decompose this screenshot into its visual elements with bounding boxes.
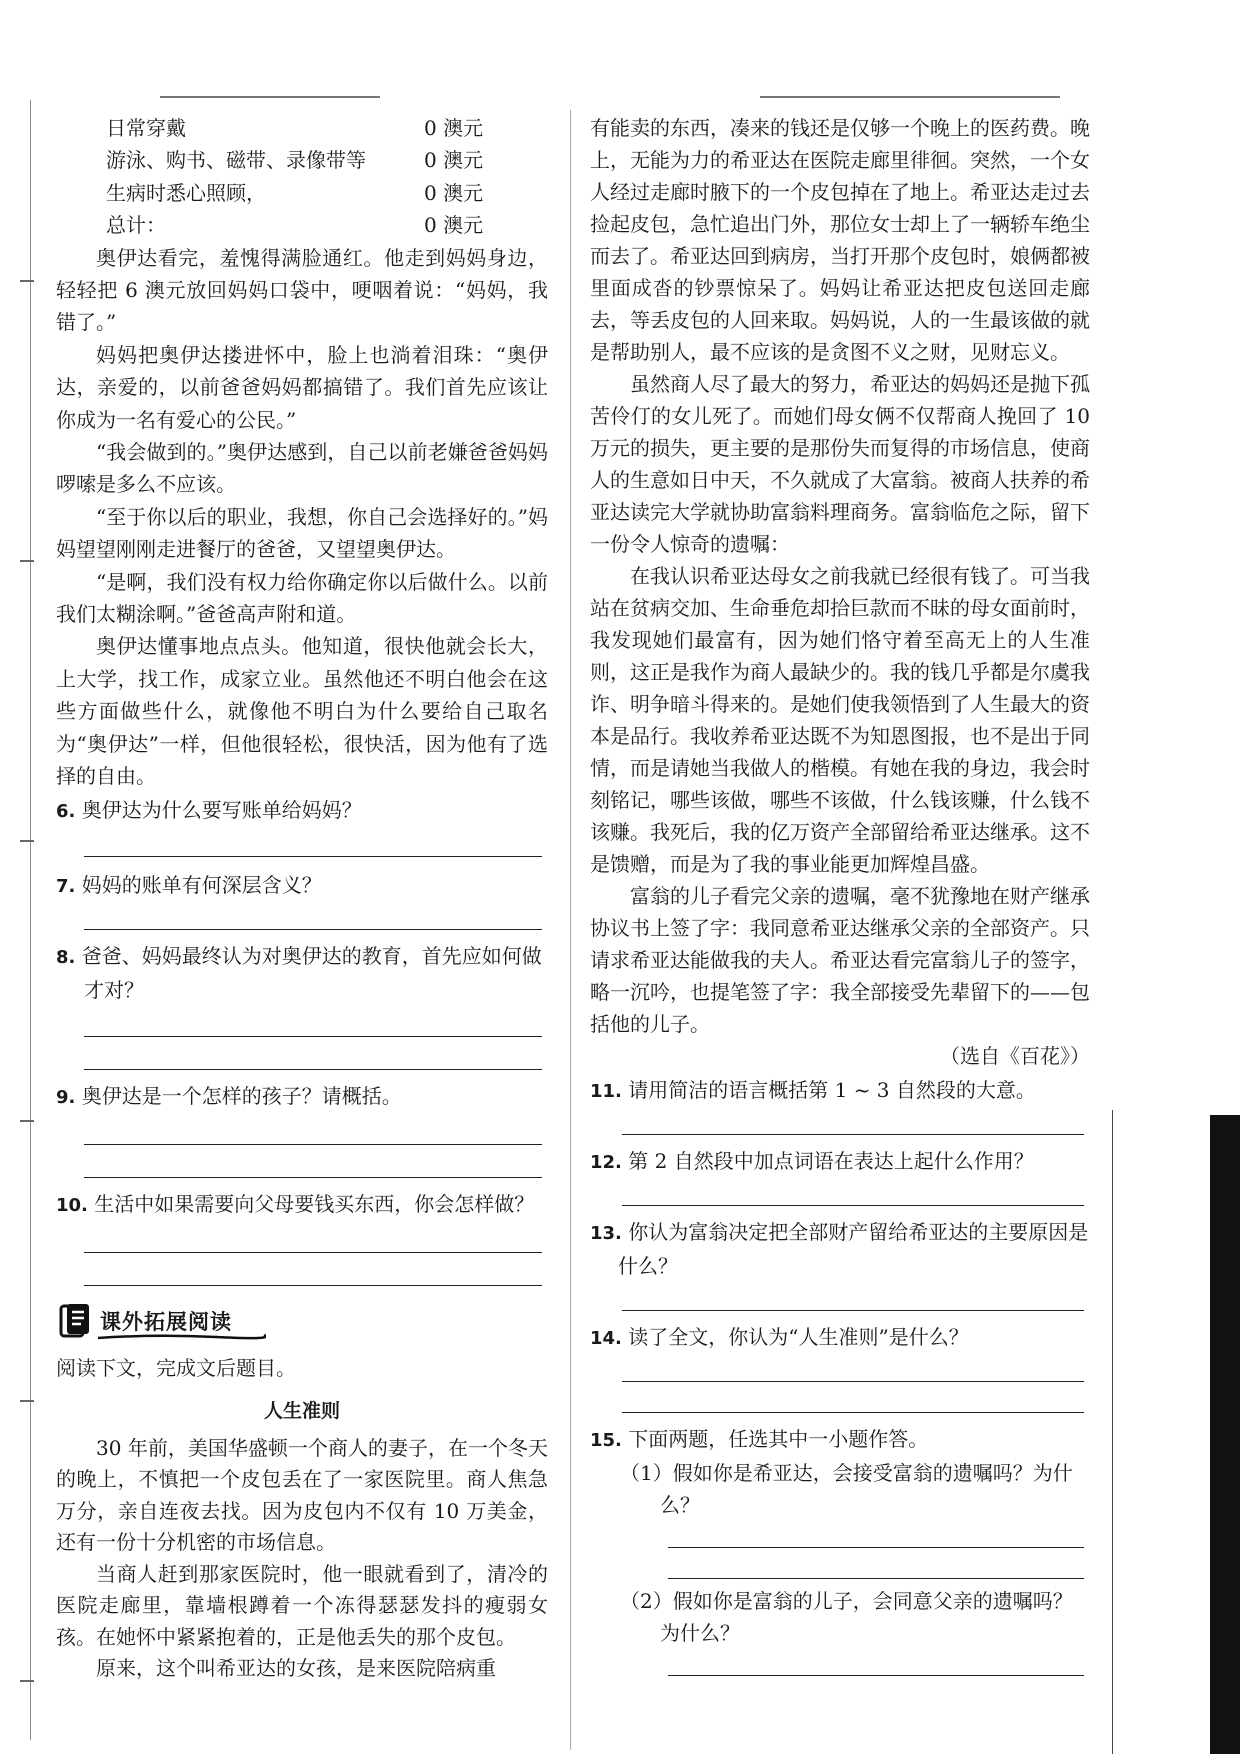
sub-question-text: 假如你是富翁的儿子，会同意父亲的遗嘱吗？为什么？ — [660, 1589, 1073, 1645]
bill-amount: 0 澳元 — [424, 116, 484, 140]
bill-label: 日常穿戴 — [106, 116, 186, 140]
article-paragraph: 富翁的儿子看完父亲的遗嘱，毫不犹豫地在财产继承协议书上签了字：我同意希亚达继承父亲的全部资产。只请求希亚达能做我的夫人。希亚达看完富翁儿子的签字，略一沉吟，也提笔签了字：我全部接受先辈留下的——包括他的儿子。 — [590, 884, 1090, 1036]
question-text: 奥伊达为什么要写账单给妈妈？ — [81, 798, 362, 823]
answer-line[interactable] — [668, 1578, 1084, 1579]
question-number: 11. — [590, 1081, 622, 1102]
answer-line[interactable] — [622, 1381, 1084, 1382]
answer-line[interactable] — [84, 1285, 542, 1286]
answer-line[interactable] — [622, 1205, 1084, 1206]
reading-instruction: 阅读下文，完成文后题目。 — [56, 1356, 296, 1381]
margin-tick — [20, 560, 34, 562]
bill-row — [56, 209, 548, 241]
answer-line[interactable] — [84, 1036, 542, 1037]
margin-tick — [20, 280, 34, 282]
sub-question — [590, 1457, 1090, 1521]
answer-line[interactable] — [622, 1412, 1084, 1413]
story-paragraph: “是啊，我们没有权力给你确定你以后做什么。以前我们太糊涂啊。”爸爸高声附和道。 — [56, 569, 548, 627]
answer-line[interactable] — [668, 1547, 1084, 1548]
story-paragraph: 奥伊达懂事地点点头。他知道，很快他就会长大，上大学，找工作，成家立业。虽然他还不明白他会在这些方面做些什么，就像他不明白为什么要给自己取名为“奥伊达”一样，但他很轻松，很快活，因为他有了选择的自由。 — [56, 634, 548, 789]
story-paragraph: “至于你以后的职业，我想，你自己会选择好的。”妈妈望望刚刚走进餐厅的爸爸，又望望奥伊达。 — [56, 504, 548, 562]
question-text: 你认为富翁决定把全部财产留给希亚达的主要原因是什么？ — [618, 1220, 1089, 1278]
answer-line[interactable] — [84, 1069, 542, 1070]
will-paragraph: 在我认识希亚达母女之前我就已经很有钱了。可当我站在贫病交加、生命垂危却拾巨款而不昧的母女面前时，我发现她们最富有，因为她们恪守着至高无上的人生准则，这正是我作为商人最缺少的。我的钱几乎都是尔虞我诈、明争暗斗得来的。是她们使我领悟到了人生最大的资本是品行。我收养希亚达既不为知恩图报，也不是出于同情，而是请她当我做人的楷模。有她在我的身边，我会时刻铭记，哪些该做，哪些不该做，什么钱该赚，什么钱不该赚。我死后，我的亿万资产全部留给希亚达继承。这不是馈赠，而是为了我的事业能更加辉煌昌盛。 — [590, 564, 1090, 876]
bill-row — [56, 177, 548, 209]
question-text: 奥伊达是一个怎样的孩子？请概括。 — [81, 1084, 402, 1109]
question-number: 9. — [56, 1087, 76, 1109]
question — [590, 1145, 1090, 1206]
question — [590, 1321, 1090, 1413]
binding-margin-line — [30, 100, 31, 1740]
sub-question — [590, 1585, 1090, 1649]
right-column — [590, 112, 1090, 1676]
bill-label: 生病时悉心照顾， — [106, 180, 266, 205]
story-paragraph: 奥伊达看完，羞愧得满脸通红。他走到妈妈身边，轻轻把 6 澳元放回妈妈口袋中，哽咽着说：“妈妈，我错了。” — [56, 245, 548, 335]
header-rule-left — [160, 96, 380, 98]
margin-tick — [20, 1120, 34, 1122]
answer-line[interactable] — [622, 1134, 1084, 1135]
answer-line[interactable] — [84, 1144, 542, 1145]
bill-row — [56, 112, 548, 144]
question — [56, 940, 548, 1070]
underline-swoosh-icon — [96, 1332, 266, 1342]
bill-row — [56, 144, 548, 176]
question — [56, 869, 548, 930]
question-text: 第 2 自然段中加点词语在表达上起什么作用？ — [628, 1149, 1034, 1173]
article-paragraph: 虽然商人尽了最大的努力，希亚达的妈妈还是抛下孤苦伶仃的女儿死了。而她们母女俩不仅帮商人挽回了 10 万元的损失，更主要的是那份失而复得的市场信息，使商人的生意如日中天，不久就成了大富翁。被商人扶养的希亚达读完大学就协助富翁料理商务。富翁临危之际，留下一份令人惊奇的遗嘱： — [590, 372, 1090, 556]
article-paragraph: 原来，这个叫希亚达的女孩，是来医院陪病重 — [96, 1656, 496, 1681]
scan-edge — [1112, 1110, 1113, 1754]
sub-question-number: （2） — [620, 1589, 673, 1613]
section-header — [56, 1300, 548, 1344]
question — [590, 1074, 1090, 1135]
bill-amount: 0 澳元 — [424, 213, 484, 238]
question — [590, 1423, 1090, 1676]
question-number: 8. — [56, 947, 76, 969]
bill-amount: 0 澳元 — [424, 148, 484, 173]
answer-line[interactable] — [84, 856, 542, 857]
book-icon — [58, 1302, 92, 1340]
article-paragraph: 30 年前，美国华盛顿一个商人的妻子，在一个冬天的晚上，不慎把一个皮包丢在了一家医院里。商人焦急万分，亲自连夜去找。因为皮包内不仅有 10 万美金，还有一份十分机密的市场信息。 — [56, 1435, 548, 1555]
question-number: 13. — [590, 1223, 622, 1244]
answer-line[interactable] — [84, 1252, 542, 1253]
margin-tick — [20, 840, 34, 842]
sub-question-text: 假如你是希亚达，会接受富翁的遗嘱吗？为什么？ — [660, 1461, 1073, 1517]
answer-line[interactable] — [668, 1675, 1084, 1676]
answer-line[interactable] — [84, 929, 542, 930]
question — [56, 1080, 548, 1178]
bill-amount: 0 澳元 — [424, 180, 484, 205]
answer-line[interactable] — [84, 1177, 542, 1178]
scan-shadow — [1210, 1115, 1240, 1754]
margin-tick — [20, 1680, 34, 1682]
header-rule-right — [760, 96, 1060, 98]
article-source: （选自《百花》） — [940, 1044, 1090, 1068]
margin-tick — [20, 1400, 34, 1402]
article-title: 人生准则 — [263, 1399, 340, 1422]
sub-question-number: （1） — [620, 1461, 673, 1485]
answer-line[interactable] — [622, 1310, 1084, 1311]
left-column — [56, 112, 548, 1685]
bill-list — [56, 112, 548, 242]
question-number: 12. — [590, 1152, 622, 1173]
bill-label: 总计： — [106, 213, 166, 238]
question-number: 15. — [590, 1430, 622, 1451]
question-number: 10. — [56, 1195, 88, 1217]
question-number: 6. — [56, 801, 76, 823]
question-text: 请用简洁的语言概括第 1 ~ 3 自然段的大意。 — [628, 1078, 1036, 1102]
question — [56, 1188, 548, 1286]
question — [590, 1216, 1090, 1311]
question-text: 读了全文，你认为“人生准则”是什么？ — [628, 1325, 969, 1349]
column-divider — [570, 110, 571, 1750]
article-paragraph: 当商人赶到那家医院时，他一眼就看到了，清冷的医院走廊里，靠墙根蹲着一个冻得瑟瑟发抖的瘦弱女孩。在她怀中紧紧抱着的，正是他丢失的那个皮包。 — [56, 1561, 548, 1649]
section-title: 课外拓展阅读 — [100, 1310, 232, 1335]
question-text: 妈妈的账单有何深层含义？ — [81, 873, 322, 898]
article-paragraph: 有能卖的东西，凑来的钱还是仅够一个晚上的医药费。晚上，无能为力的希亚达在医院走廊里徘徊。突然，一个女人经过走廊时腋下的一个皮包掉在了地上。希亚达走过去捡起皮包，急忙追出门外，那位女士却上了一辆轿车绝尘而去了。希亚达回到病房，当打开那个皮包时，娘俩都被里面成沓的钞票惊呆了。妈妈让希亚达把皮包送回走廊去，等丢皮包的人回来取。妈妈说，人的一生最该做的就是帮助别人，最不应该的是贪图不义之财，见财忘义。 — [590, 116, 1090, 364]
story-paragraph: “我会做到的。”奥伊达感到，自己以前老嫌爸爸妈妈啰嗦是多么不应该。 — [56, 440, 548, 497]
question-number: 7. — [56, 876, 76, 898]
question-text: 爸爸、妈妈最终认为对奥伊达的教育，首先应如何做才对？ — [81, 944, 542, 1003]
bill-label: 游泳、购书、磁带、录像带等 — [106, 148, 366, 173]
question — [56, 794, 548, 857]
story-paragraph: 妈妈把奥伊达搂进怀中，脸上也淌着泪珠：“奥伊达，亲爱的，以前爸爸妈妈都搞错了。我们首先应该让你成为一名有爱心的公民。” — [56, 342, 548, 432]
question-text: 下面两题，任选其中一小题作答。 — [628, 1427, 929, 1451]
question-number: 14. — [590, 1328, 622, 1349]
question-text: 生活中如果需要向父母要钱买东西，你会怎样做？ — [94, 1192, 535, 1217]
